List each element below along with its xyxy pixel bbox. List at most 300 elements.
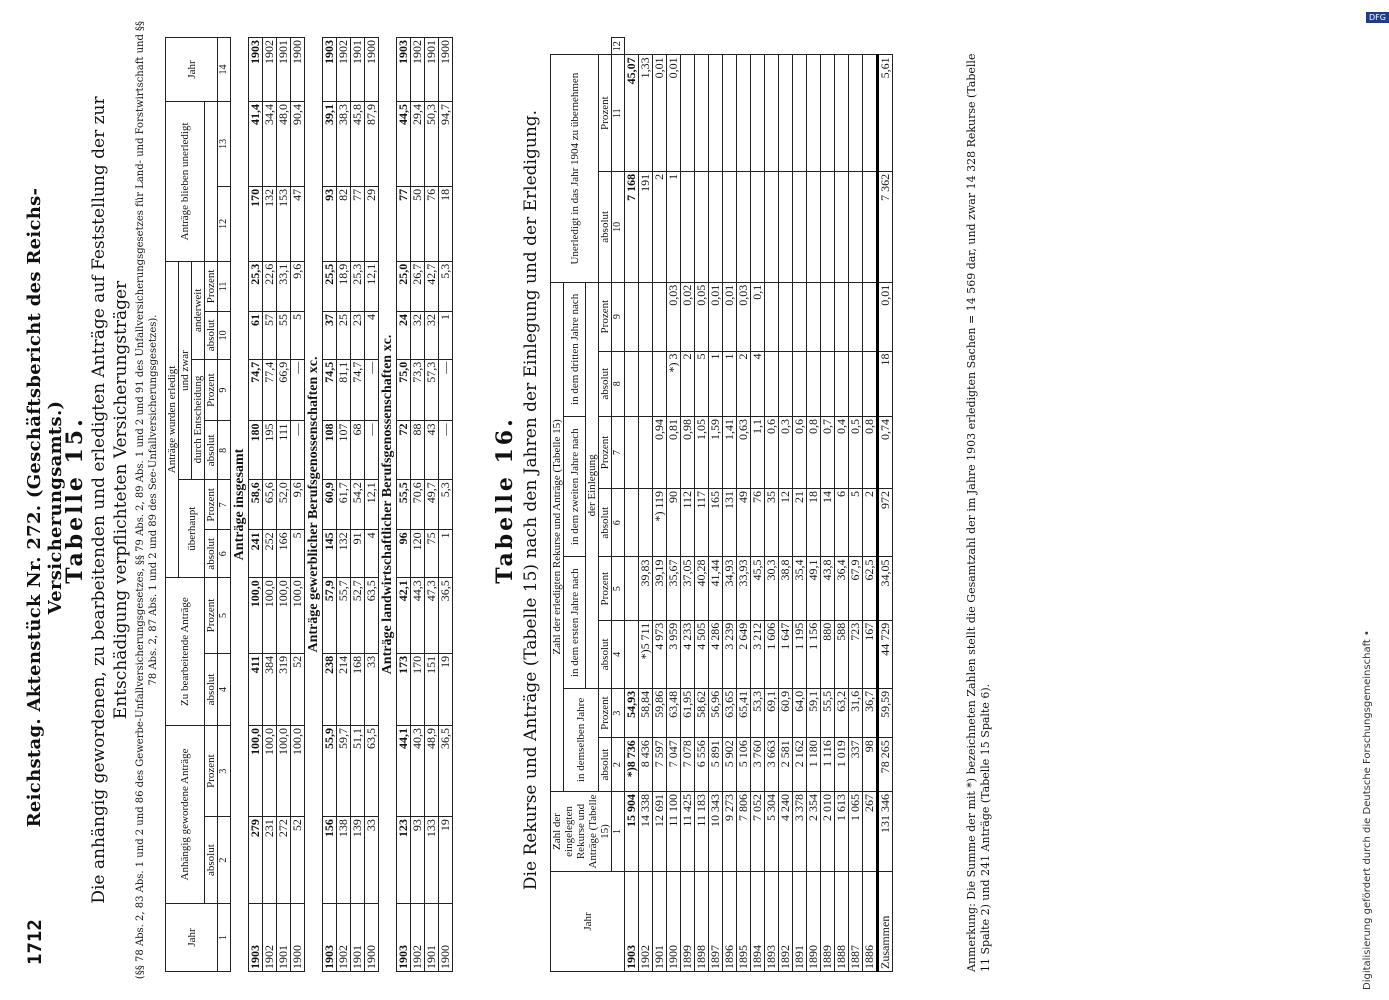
t16-cell: 0,02 xyxy=(681,282,695,351)
t16-colnum: 3 xyxy=(612,688,625,737)
t16-cell: 1 019 xyxy=(835,738,849,792)
t16-cell xyxy=(639,351,653,416)
t16-cell xyxy=(765,282,779,351)
t16-cell: 3 760 xyxy=(751,738,765,792)
t15-cell: 72 xyxy=(397,421,411,480)
t15-cell: 279 xyxy=(249,817,263,904)
t15-body xyxy=(231,38,453,972)
t16-cell xyxy=(821,351,835,416)
t16-cell: 1 116 xyxy=(821,738,835,792)
t16-cell: 1,05 xyxy=(695,416,709,488)
t16-cell xyxy=(779,171,793,282)
t16-cell: 55,5 xyxy=(821,688,835,737)
t15-cell: 5 xyxy=(291,530,305,578)
t15-cell: 43 xyxy=(425,421,439,480)
t16-h-third: in dem dritten Jahre nach xyxy=(564,282,586,416)
t15-cell: 52,0 xyxy=(277,480,291,530)
t16-cell: 38,8 xyxy=(779,557,793,620)
t16-cell xyxy=(821,55,835,171)
t16-h-proz: Prozent xyxy=(599,55,612,171)
t15-cell: 25,0 xyxy=(397,261,411,311)
t16-cell: 0,5 xyxy=(849,416,863,488)
t15-cell: 50 xyxy=(411,186,425,261)
t16-cell: 0,1 xyxy=(751,282,765,351)
t16-cell xyxy=(639,416,653,488)
t15-cell: 108 xyxy=(323,421,337,480)
t15-cell: — xyxy=(439,421,453,480)
t16-cell: 11 425 xyxy=(681,792,695,872)
t15-h-proz: Prozent xyxy=(205,480,218,530)
table-row xyxy=(411,38,425,972)
t15-cell: 55,7 xyxy=(337,578,351,654)
t16-colnum: 1 xyxy=(612,792,625,872)
t16-cell: 723 xyxy=(849,620,863,688)
t16-cell: 1899 xyxy=(681,872,695,972)
t15-cell: 214 xyxy=(337,653,351,725)
t15-cell: 1900 xyxy=(439,38,453,102)
t15-colnum: 1 xyxy=(218,904,231,972)
t15-cell: 52 xyxy=(291,817,305,904)
t15-cell: 166 xyxy=(277,530,291,578)
t15-cell: 48,0 xyxy=(277,102,291,187)
t16-cell: 0,6 xyxy=(765,416,779,488)
t16-cell: 2 xyxy=(737,351,751,416)
t15-cell: 65,6 xyxy=(263,480,277,530)
t15-cell: 77 xyxy=(351,186,365,261)
t15-colnum: 6 xyxy=(218,530,231,578)
table-row xyxy=(737,38,751,972)
running-title: Reichstag. Aktenstück Nr. 272. (Geschäftsbericht des Reichs-Versicherungsamts.) xyxy=(24,187,66,828)
t15-abs-proz-row xyxy=(205,38,218,972)
t15-cell: 74,7 xyxy=(351,359,365,421)
t16-cell xyxy=(793,351,807,416)
t16-cell xyxy=(695,171,709,282)
t16-h-erledigt: Zahl der erledigten Rekurse und Anträge (Tabelle 15) xyxy=(551,282,564,791)
t16-cell: 63,2 xyxy=(835,688,849,737)
t16-cell: 5 106 xyxy=(737,738,751,792)
t16-cell xyxy=(681,171,695,282)
t16-cell: 59,86 xyxy=(653,688,667,737)
t16-cell: 1890 xyxy=(807,872,821,972)
t16-cell xyxy=(793,171,807,282)
t16-cell xyxy=(835,351,849,416)
t16-cell: 0,4 xyxy=(835,416,849,488)
t15-cell: 75,0 xyxy=(397,359,411,421)
t16-cell: 1 180 xyxy=(807,738,821,792)
t16-cell xyxy=(737,171,751,282)
t15-h-jahr: Jahr xyxy=(166,904,218,972)
t16-cell: 7 806 xyxy=(737,792,751,872)
t16-cell: 0,81 xyxy=(667,416,681,488)
t15-cell: 57,3 xyxy=(425,359,439,421)
t16-colnum: 8 xyxy=(612,351,625,416)
t16-cell: 14 xyxy=(821,488,835,557)
t16-cell: 35,4 xyxy=(793,557,807,620)
t15-cell: 77,4 xyxy=(263,359,277,421)
table-row xyxy=(625,38,639,972)
t15-cell: 19 xyxy=(439,817,453,904)
t16-cell: 6 xyxy=(835,488,849,557)
t15-cell: 4 xyxy=(365,311,379,359)
t16-cell: 12 691 xyxy=(653,792,667,872)
table-row xyxy=(807,38,821,972)
t16-cell xyxy=(863,55,878,171)
t16-cell: 53,3 xyxy=(751,688,765,737)
t15-cell: 25,3 xyxy=(351,261,365,311)
t15-h-erl: Anträge wurden erledigt xyxy=(166,261,179,577)
t16-cell xyxy=(695,55,709,171)
t16-cell: 2 162 xyxy=(793,738,807,792)
t15-cell: 170 xyxy=(249,186,263,261)
t16-cell: 40,28 xyxy=(695,557,709,620)
table-row xyxy=(425,38,439,972)
table-row xyxy=(667,38,681,972)
t16-cell xyxy=(779,55,793,171)
t15-cell: 1901 xyxy=(277,904,291,972)
t16-cell xyxy=(639,282,653,351)
t16-cell: 1901 xyxy=(653,872,667,972)
t16-cell xyxy=(821,171,835,282)
t16-cell: 35 xyxy=(765,488,779,557)
t16-total-cell: Zusammen xyxy=(878,872,893,972)
table-row xyxy=(337,38,351,972)
t16-cell: 2 010 xyxy=(821,792,835,872)
t16-cell: 0,03 xyxy=(737,282,751,351)
t15-colnum: 2 xyxy=(218,817,231,904)
t15-cell: 120 xyxy=(411,530,425,578)
t16-cell: *)8 736 xyxy=(625,738,639,792)
t15-cell: 51,1 xyxy=(351,726,365,817)
t15-cell: 58,6 xyxy=(249,480,263,530)
t16-cell: 4 240 xyxy=(779,792,793,872)
t15-cell: 100,0 xyxy=(277,726,291,817)
t15-cell: 1902 xyxy=(411,38,425,102)
t15-cell: 57,9 xyxy=(323,578,337,654)
t15-cell: 133 xyxy=(425,817,439,904)
t15-cell: 12,1 xyxy=(365,261,379,311)
t16-cell xyxy=(779,351,793,416)
t16-cell xyxy=(807,351,821,416)
t15-cell: 66,9 xyxy=(277,359,291,421)
t15-cell: 100,0 xyxy=(291,578,305,654)
t16-cell: 45,07 xyxy=(625,55,639,171)
t15-cell: 1 xyxy=(439,530,453,578)
t16-cell: 0,01 xyxy=(653,55,667,171)
t16-cell: 2 xyxy=(681,351,695,416)
t16-cell: 1897 xyxy=(709,872,723,972)
t16-cell: 3 239 xyxy=(723,620,737,688)
t15-cell: 1900 xyxy=(439,904,453,972)
t16-colnum: 12 xyxy=(612,38,625,55)
t16-h-abs: absolut xyxy=(599,738,612,792)
table-row xyxy=(751,38,765,972)
t15-h-abs: absolut xyxy=(205,421,218,480)
t16-cell: 0,01 xyxy=(667,55,681,171)
t15-cell: 93 xyxy=(323,186,337,261)
t15-section-title: Anträge insgesamt xyxy=(231,38,249,972)
t15-colnum: 7 xyxy=(218,480,231,530)
table-row xyxy=(351,38,365,972)
t16-cell: 41,44 xyxy=(709,557,723,620)
t16-total-cell: 7 362 xyxy=(878,171,893,282)
t15-cell: 1900 xyxy=(291,38,305,102)
t15-cell: 1902 xyxy=(337,38,351,102)
t16-cell xyxy=(625,351,639,416)
t15-cell: 1901 xyxy=(425,38,439,102)
t16-cell xyxy=(849,55,863,171)
t15-colnum: 8 xyxy=(218,421,231,480)
t16-cell xyxy=(625,557,639,620)
t15-cell: 411 xyxy=(249,653,263,725)
t15-cell: 88 xyxy=(411,421,425,480)
t15-cell: 29 xyxy=(365,186,379,261)
t16-cell: 1,59 xyxy=(709,416,723,488)
t15-cell: 42,7 xyxy=(425,261,439,311)
t15-cell: 1903 xyxy=(397,904,411,972)
t16-cell xyxy=(793,282,807,351)
t15-cell: 24 xyxy=(397,311,411,359)
t15-cell: 90,4 xyxy=(291,102,305,187)
t16-cell: 10 343 xyxy=(709,792,723,872)
t16-total-cell: 5,61 xyxy=(878,55,893,171)
t15-cell: 23 xyxy=(351,311,365,359)
t15-cell: 76 xyxy=(425,186,439,261)
t15-cell: 1901 xyxy=(425,904,439,972)
t16-cell: 31,6 xyxy=(849,688,863,737)
t16-cell: 60,9 xyxy=(779,688,793,737)
t15-cell: 61 xyxy=(249,311,263,359)
t16-cell: 1,41 xyxy=(723,416,737,488)
t16-cell: 69,1 xyxy=(765,688,779,737)
t15-cell: 151 xyxy=(425,653,439,725)
table15-note: (§§ 78 Abs. 2, 83 Abs. 1 und 2 und 86 des Gewerbe-Unfallversicherungsgesetzes, §§ 79 Abs. 2, 89 Abs. 1 und 2 und 91 des Unfallversicherungsgesetzes für Land- und Forstwirtschaft und §§ 78 Abs. 2, 87 Abs. 1 und 2 und 89 des See-Unfallversicherungsgesetzes). xyxy=(135,20,159,980)
t16-cell: 76 xyxy=(751,488,765,557)
t16-h-abs: absolut xyxy=(599,351,612,416)
t15-cell: 52,7 xyxy=(351,578,365,654)
t15-cell: 180 xyxy=(249,421,263,480)
t15-cell: 138 xyxy=(337,817,351,904)
t16-cell: 49,1 xyxy=(807,557,821,620)
t15-cell: 173 xyxy=(397,653,411,725)
t15-cell: 45,8 xyxy=(351,102,365,187)
t16-cell: 0,94 xyxy=(653,416,667,488)
t15-cell: — xyxy=(439,359,453,421)
t15-cell: 40,3 xyxy=(411,726,425,817)
t15-cell: 29,4 xyxy=(411,102,425,187)
t15-colnum: 4 xyxy=(218,653,231,725)
t16-body xyxy=(625,38,893,972)
t15-cell: 32 xyxy=(411,311,425,359)
t15-h-abs: absolut xyxy=(205,311,218,359)
t16-cell: 4 xyxy=(751,351,765,416)
t16-cell: 3 959 xyxy=(667,620,681,688)
t16-colnum: 10 xyxy=(612,171,625,282)
table-row xyxy=(291,38,305,972)
table-row xyxy=(439,38,453,972)
t15-cell: 47 xyxy=(291,186,305,261)
t15-cell: 19 xyxy=(439,653,453,725)
t15-cell: 145 xyxy=(323,530,337,578)
t16-cell xyxy=(751,55,765,171)
t16-cell: 0,05 xyxy=(695,282,709,351)
t15-cell: — xyxy=(291,421,305,480)
t16-cell: 0,8 xyxy=(807,416,821,488)
t16-cell: 3 212 xyxy=(751,620,765,688)
t15-cell: 55,9 xyxy=(323,726,337,817)
t16-cell: 1903 xyxy=(625,872,639,972)
t15-section-title: Anträge landwirtschaftlicher Berufsgenossenschaften xc. xyxy=(379,38,397,972)
t16-cell xyxy=(737,55,751,171)
t16-colnum: 4 xyxy=(612,620,625,688)
t16-cell: *) 119 xyxy=(653,488,667,557)
t16-cell: 1893 xyxy=(765,872,779,972)
t16-cell: 64,0 xyxy=(793,688,807,737)
t16-cell xyxy=(807,55,821,171)
t15-colnum-row xyxy=(218,38,231,972)
t15-cell: 1903 xyxy=(249,38,263,102)
t16-cell: 9 273 xyxy=(723,792,737,872)
t15-cell: 52 xyxy=(291,653,305,725)
t16-cell: 3 378 xyxy=(793,792,807,872)
t15-h-jahr-right: Jahr xyxy=(166,38,218,102)
t16-cell: 4 233 xyxy=(681,620,695,688)
t16-h-abs: absolut xyxy=(599,488,612,557)
t16-cell: 63,48 xyxy=(667,688,681,737)
t15-cell: 1902 xyxy=(263,904,277,972)
t15-colnum: 14 xyxy=(218,38,231,102)
t15-cell: 1903 xyxy=(323,38,337,102)
t16-cell xyxy=(653,282,667,351)
t16-cell: 34,93 xyxy=(723,557,737,620)
t15-cell: 36,5 xyxy=(439,578,453,654)
t16-cell: 33,93 xyxy=(737,557,751,620)
t15-cell: 47,3 xyxy=(425,578,439,654)
t15-cell: 36,5 xyxy=(439,726,453,817)
t16-cell: 1,1 xyxy=(751,416,765,488)
t15-cell: 1901 xyxy=(351,904,365,972)
table-row xyxy=(365,38,379,972)
table16-subtitle: Die Rekurse und Anträge (Tabelle 15) nach den Jahren der Einlegung und der Erledigung. xyxy=(521,109,541,891)
t16-cell xyxy=(709,171,723,282)
t16-cell: 2 581 xyxy=(779,738,793,792)
t16-cell: 61,95 xyxy=(681,688,695,737)
t15-cell: 1902 xyxy=(337,904,351,972)
t16-cell: 49 xyxy=(737,488,751,557)
t16-cell xyxy=(723,171,737,282)
total-row xyxy=(878,38,893,972)
dfg-stamp: DFG xyxy=(1366,12,1389,23)
t16-cell: 1892 xyxy=(779,872,793,972)
t15-h-durch: durch Entscheidung xyxy=(192,359,205,479)
t16-cell xyxy=(625,416,639,488)
t15-cell: 55,5 xyxy=(397,480,411,530)
t15-cell: 63,5 xyxy=(365,726,379,817)
t16-cell xyxy=(625,488,639,557)
t16-cell: 337 xyxy=(849,738,863,792)
t15-cell: 22,6 xyxy=(263,261,277,311)
t15-colnum: 13 xyxy=(218,102,231,187)
t16-total-cell: 131 346 xyxy=(878,792,893,872)
t16-cell xyxy=(821,282,835,351)
t15-cell: 44,5 xyxy=(397,102,411,187)
t16-h-zahl: Zahl der eingelegten Rekurse und Anträge (Tabelle 15) xyxy=(551,792,612,872)
t16-cell: 12 xyxy=(779,488,793,557)
t15-cell: 1902 xyxy=(263,38,277,102)
table-row xyxy=(397,38,411,972)
t16-cell: 36,7 xyxy=(863,688,878,737)
t16-total-cell: 78 265 xyxy=(878,738,893,792)
t16-cell: 1896 xyxy=(723,872,737,972)
t15-cell: 12,1 xyxy=(365,480,379,530)
t15-cell: 59,7 xyxy=(337,726,351,817)
table-row xyxy=(681,38,695,972)
t16-cell: 0,3 xyxy=(779,416,793,488)
t15-section-row xyxy=(379,38,397,972)
t15-h-abs: absolut xyxy=(205,530,218,578)
t15-cell: 73,3 xyxy=(411,359,425,421)
t16-cell: 36,4 xyxy=(835,557,849,620)
t16-cell: 63,65 xyxy=(723,688,737,737)
t15-cell: 153 xyxy=(277,186,291,261)
t16-cell xyxy=(639,488,653,557)
table-row xyxy=(277,38,291,972)
t16-cell: 7 052 xyxy=(751,792,765,872)
t16-cell xyxy=(751,171,765,282)
t15-cell: 170 xyxy=(411,653,425,725)
t16-cell: *)5 711 xyxy=(639,620,653,688)
t16-cell xyxy=(849,171,863,282)
t15-cell: 34,4 xyxy=(263,102,277,187)
t15-cell: 1900 xyxy=(291,904,305,972)
t15-cell: 1901 xyxy=(277,38,291,102)
t15-cell: 18,9 xyxy=(337,261,351,311)
t16-cell: 7 078 xyxy=(681,738,695,792)
t15-cell: 9,6 xyxy=(291,261,305,311)
t15-cell: 70,6 xyxy=(411,480,425,530)
t15-cell: 168 xyxy=(351,653,365,725)
table-row xyxy=(779,38,793,972)
t16-total-cell: 34,05 xyxy=(878,557,893,620)
t15-cell: 195 xyxy=(263,421,277,480)
t15-cell: 82 xyxy=(337,186,351,261)
t15-h-undzwar: und zwar xyxy=(179,261,192,479)
t15-cell: 139 xyxy=(351,817,365,904)
table-row xyxy=(653,38,667,972)
t15-cell: 63,5 xyxy=(365,578,379,654)
t16-cell xyxy=(835,282,849,351)
t16-cell: 1 195 xyxy=(793,620,807,688)
t15-h-ander: anderweit xyxy=(192,261,205,359)
t16-cell xyxy=(863,351,878,416)
t16-cell xyxy=(723,55,737,171)
t15-cell: 1902 xyxy=(411,904,425,972)
t15-cell: 25,3 xyxy=(249,261,263,311)
t15-cell: 1903 xyxy=(249,904,263,972)
t15-cell: 91 xyxy=(351,530,365,578)
t15-cell: 75 xyxy=(425,530,439,578)
table-row xyxy=(835,38,849,972)
t16-cell xyxy=(807,171,821,282)
t16-cell: 1 xyxy=(709,351,723,416)
t15-section-row xyxy=(305,38,323,972)
t15-cell: — xyxy=(291,359,305,421)
t16-h-second: in dem zweiten Jahre nach xyxy=(564,416,586,557)
t16-cell: 1895 xyxy=(737,872,751,972)
t16-cell: 1 647 xyxy=(779,620,793,688)
t16-cell: 1898 xyxy=(695,872,709,972)
t16-cell: *) 3 xyxy=(667,351,681,416)
t15-cell: 81,1 xyxy=(337,359,351,421)
